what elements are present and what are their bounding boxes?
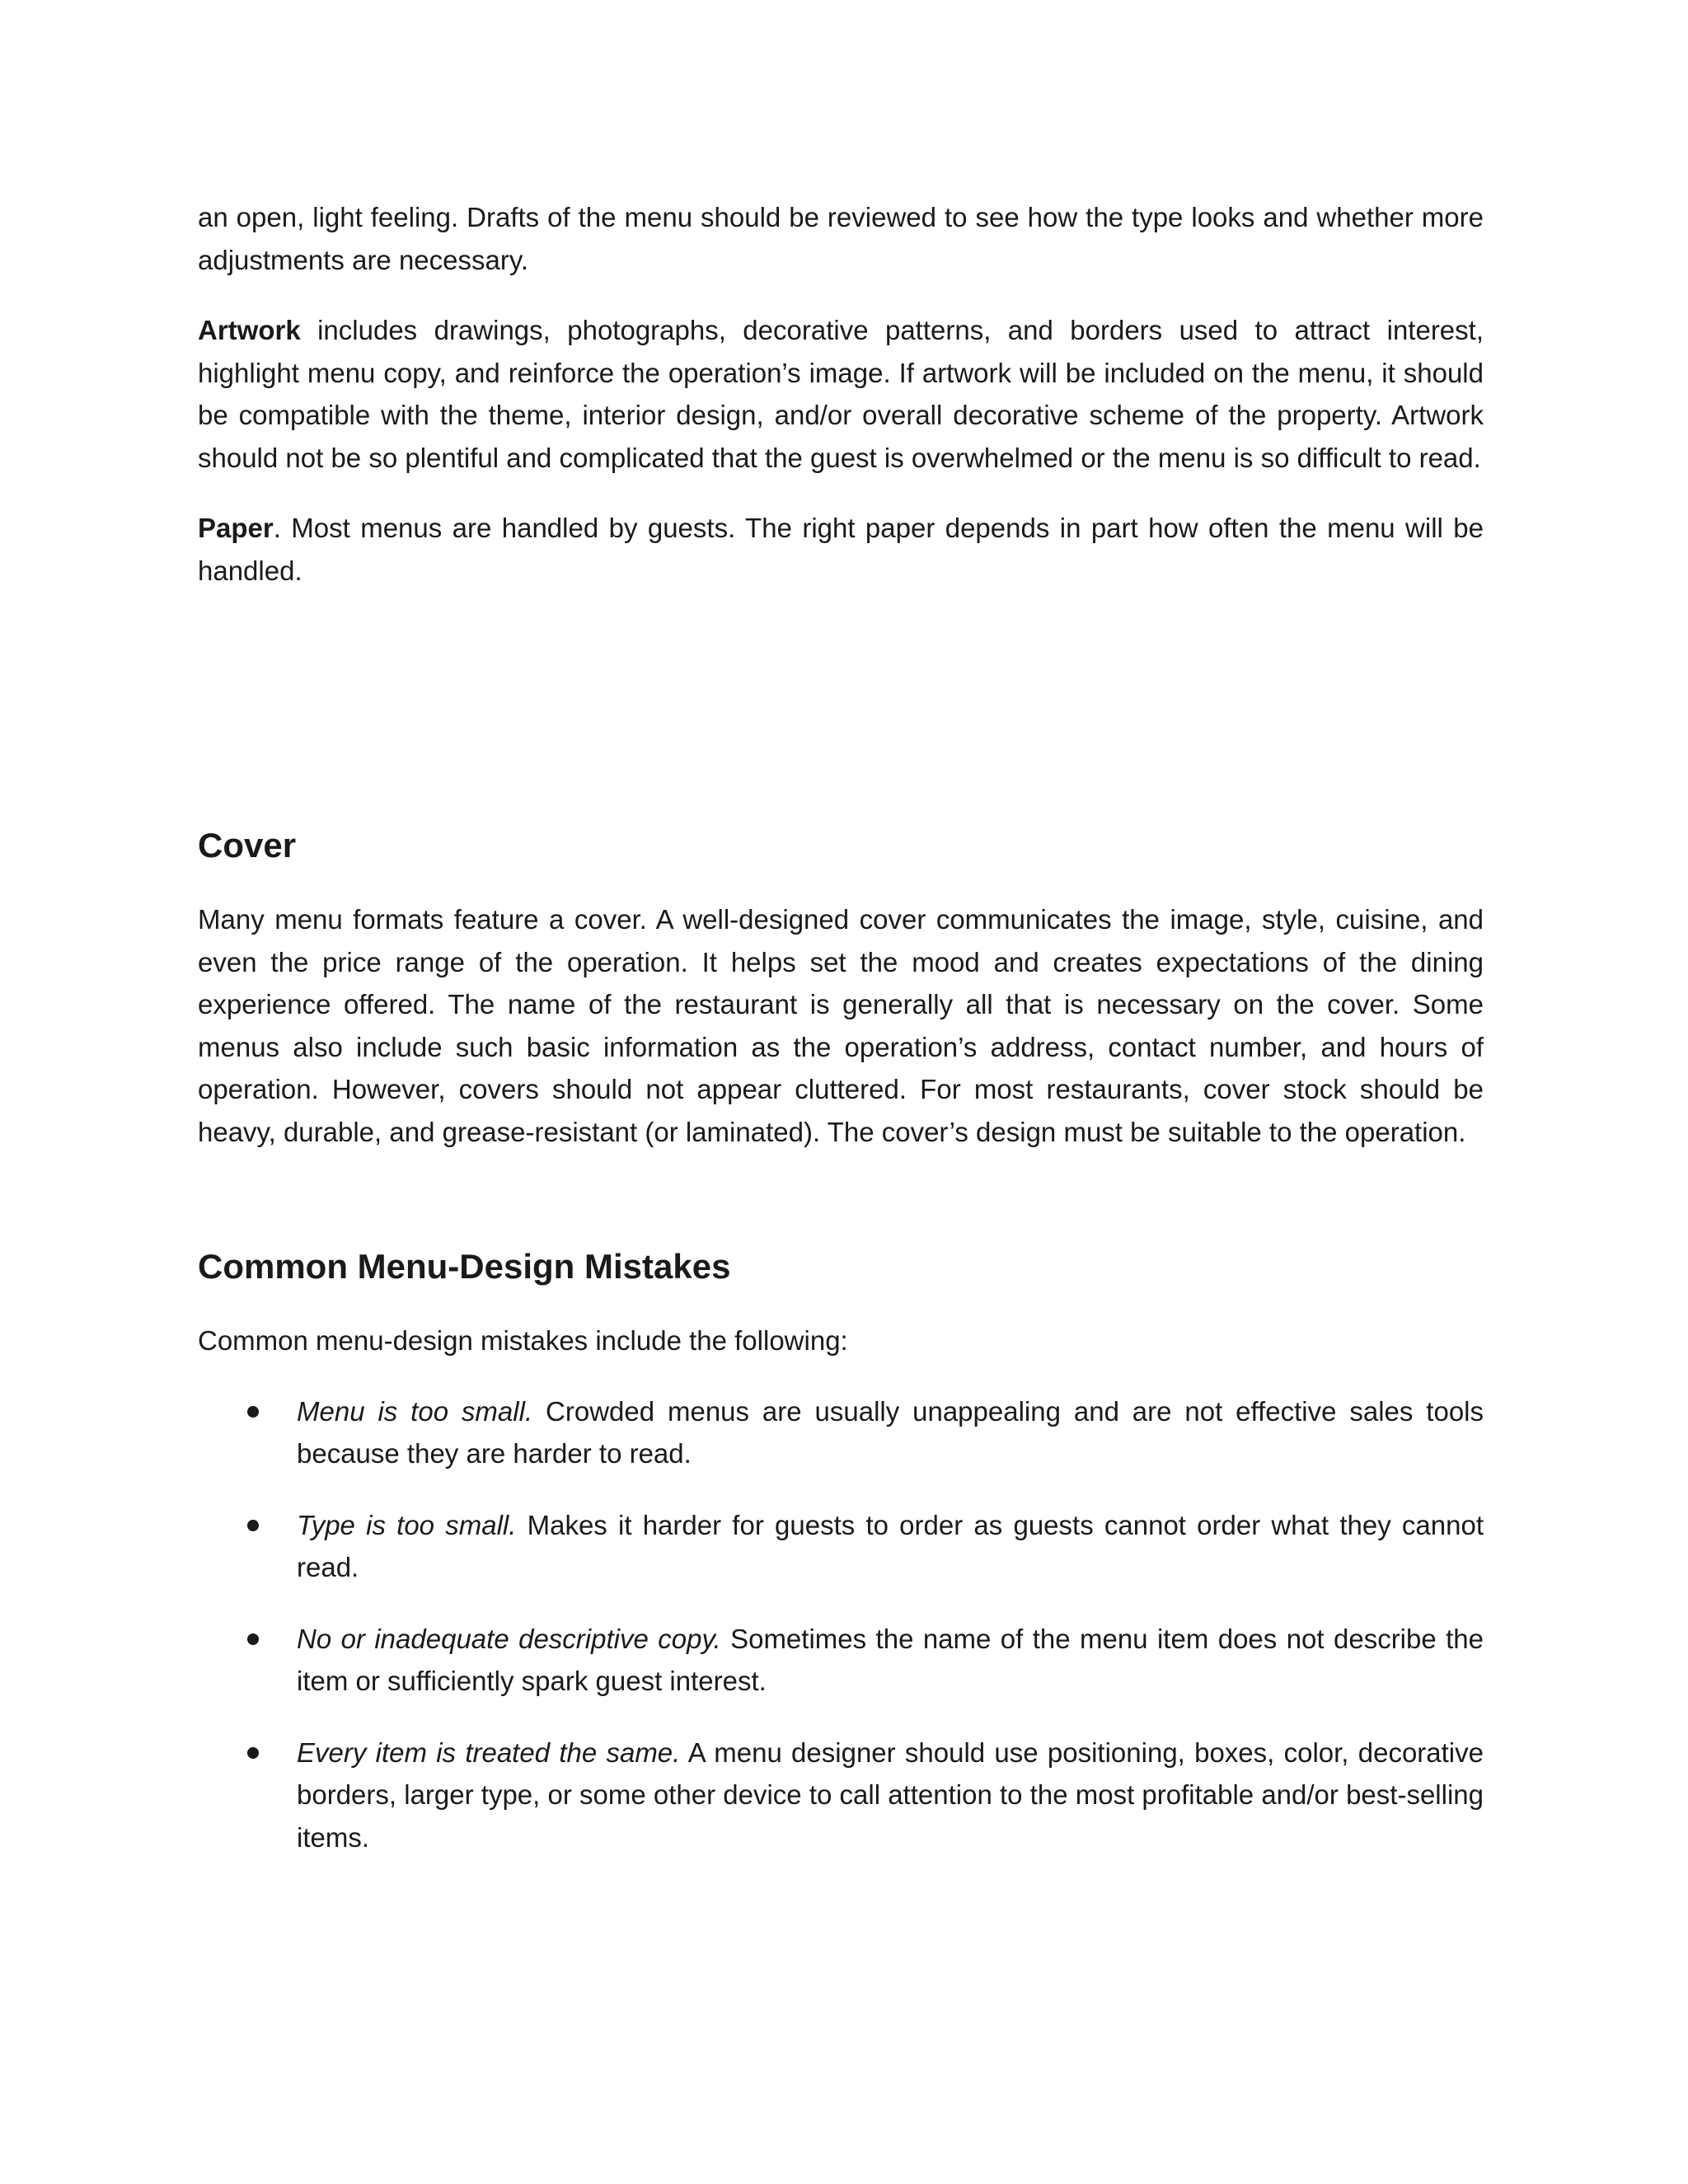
bullet-icon xyxy=(247,1406,259,1418)
list-item-text: Makes it harder for guests to order as guests cannot order what they cannot read. xyxy=(297,1509,1484,1582)
paragraph-paper xyxy=(198,507,1484,592)
list-item xyxy=(198,1504,1484,1589)
paper-term: Paper xyxy=(198,513,274,543)
list-item-text: A menu designer should use positioning, boxes, color, decorative borders, larger type, or some other device to call attention to the most profitable and/or best-selling items. xyxy=(297,1736,1484,1853)
bullet-icon xyxy=(247,1747,259,1759)
paragraph-artwork xyxy=(198,309,1484,479)
list-item-title: Type is too small. xyxy=(297,1509,517,1540)
paragraph-intro xyxy=(198,196,1484,281)
mistakes-intro-text: Common menu-design mistakes include the following: xyxy=(198,1325,848,1356)
bullet-icon xyxy=(247,1520,259,1531)
list-item-title: Menu is too small. xyxy=(297,1395,533,1427)
list-item-text: Crowded menus are usually unappealing and are not effective sales tools because they are harder to read. xyxy=(297,1395,1484,1469)
list-item-text: Sometimes the name of the menu item does not describe the item or sufficiently spark guest interest. xyxy=(297,1623,1484,1696)
list-item-title: No or inadequate descriptive copy. xyxy=(297,1623,721,1654)
list-item-title: Every item is treated the same. xyxy=(297,1736,681,1768)
mistakes-intro xyxy=(198,1319,1484,1362)
artwork-text: includes drawings, photographs, decorative patterns, and borders used to attract interest, highlight menu copy, and reinforce the operation’s image. If artwork will be included on the menu, it should be compatible with the theme, interior design, and/or overall decorative scheme of the property. Artwork should not be so plentiful and complicated that the guest is overwhelmed or the menu is so difficult to read. xyxy=(198,315,1484,473)
paragraph-cover xyxy=(198,898,1484,1153)
cover-text: Many menu formats feature a cover. A well-designed cover communicates the image, style, cuisine, and even the price range of the operation. It helps set the mood and creates expectations of the dining experience offered. The name of the restaurant is generally all that is necessary on the cover. Some menus also include such basic information as the operation’s address, contact number, and hours of operation. However, covers should not appear cluttered. For most restaurants, cover stock should be heavy, durable, and grease-resistant (or laminated). The cover’s design must be suitable to the operation. xyxy=(198,904,1484,1147)
mistakes-list xyxy=(198,1390,1484,1859)
mistakes-heading: Common Menu-Design Mistakes xyxy=(198,1247,731,1286)
bullet-icon xyxy=(247,1633,259,1645)
cover-heading: Cover xyxy=(198,826,297,865)
artwork-term: Artwork xyxy=(198,315,301,345)
intro-text: an open, light feeling. Drafts of the menu should be reviewed to see how the type looks and whether more adjustments are necessary. xyxy=(198,202,1484,275)
list-item xyxy=(198,1732,1484,1859)
list-item xyxy=(198,1618,1484,1703)
list-item xyxy=(198,1390,1484,1475)
document-page xyxy=(198,196,1484,1887)
paper-text: . Most menus are handled by guests. The right paper depends in part how often the menu will be handled. xyxy=(198,513,1484,586)
